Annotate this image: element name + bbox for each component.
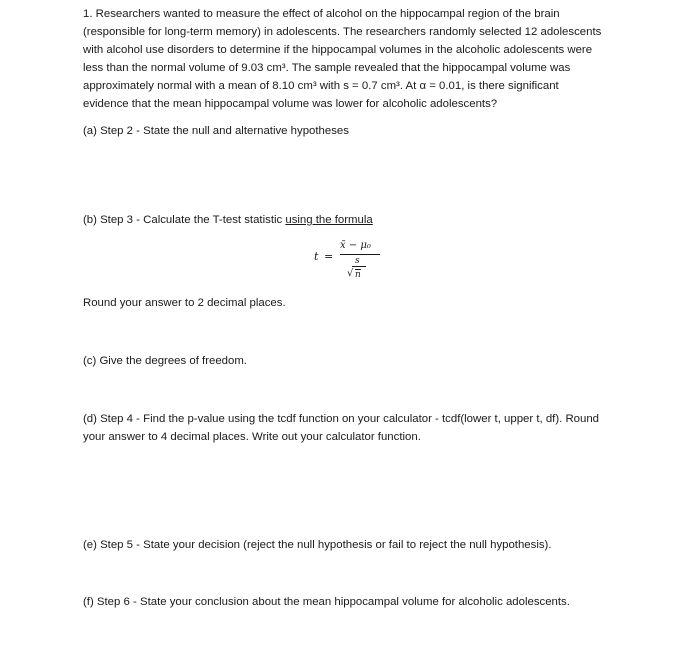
part-b-prompt — [83, 211, 373, 229]
part-d-line: (d) Step 4 - Find the p-value using the tcdf function on your calculator - tcdf(lower t, upper t, df). Round — [83, 413, 600, 425]
part-d-prompt — [83, 410, 643, 446]
formula-s: s — [355, 256, 360, 266]
problem-line: 1. Researchers wanted to measure the effect of alcohol on the hippocampal region of the brain — [83, 8, 560, 20]
part-b-rounding: Round your answer to 2 decimal places. — [83, 297, 286, 309]
problem-line: less than the normal volume of 9.03 cm³. The sample revealed that the hippocampal volume was — [83, 62, 571, 74]
problem-line: (responsible for long-term memory) in adolescents. The researchers randomly selected 12 adolescents — [83, 26, 602, 38]
part-e-prompt: (e) Step 5 - State your decision (reject the null hypothesis or fail to reject the null hypothesis). — [83, 539, 552, 551]
part-d-line: your answer to 4 decimal places. Write out your calculator function. — [83, 431, 421, 443]
part-b-text: (b) Step 3 - Calculate the T-test statistic — [83, 214, 286, 226]
formula-fraction-bar — [340, 254, 380, 255]
problem-line: evidence that the mean hippocampal volume was lower for alcoholic adolescents? — [83, 98, 498, 110]
formula-n: n — [355, 270, 361, 280]
problem-line: approximately normal with a mean of 8.10 cm³ with s = 0.7 cm³. At α = 0.01, is there significant — [83, 80, 559, 92]
t-statistic-formula — [314, 239, 394, 289]
problem-statement — [83, 5, 623, 113]
part-a-prompt: (a) Step 2 - State the null and alternative hypotheses — [83, 125, 349, 137]
formula-link-text: using the formula — [285, 214, 373, 226]
formula-t: t — [314, 250, 319, 263]
part-f-prompt: (f) Step 6 - State your conclusion about the mean hippocampal volume for alcoholic adolescents. — [83, 596, 570, 608]
sqrt-icon: √ — [347, 268, 354, 279]
formula-equals: = — [324, 250, 334, 263]
part-c-prompt: (c) Give the degrees of freedom. — [83, 355, 247, 367]
problem-line: with alcohol use disorders to determine if the hippocampal volumes in the alcoholic adolescents were — [83, 44, 593, 56]
formula-numerator: x̄ − μ₀ — [340, 240, 371, 251]
